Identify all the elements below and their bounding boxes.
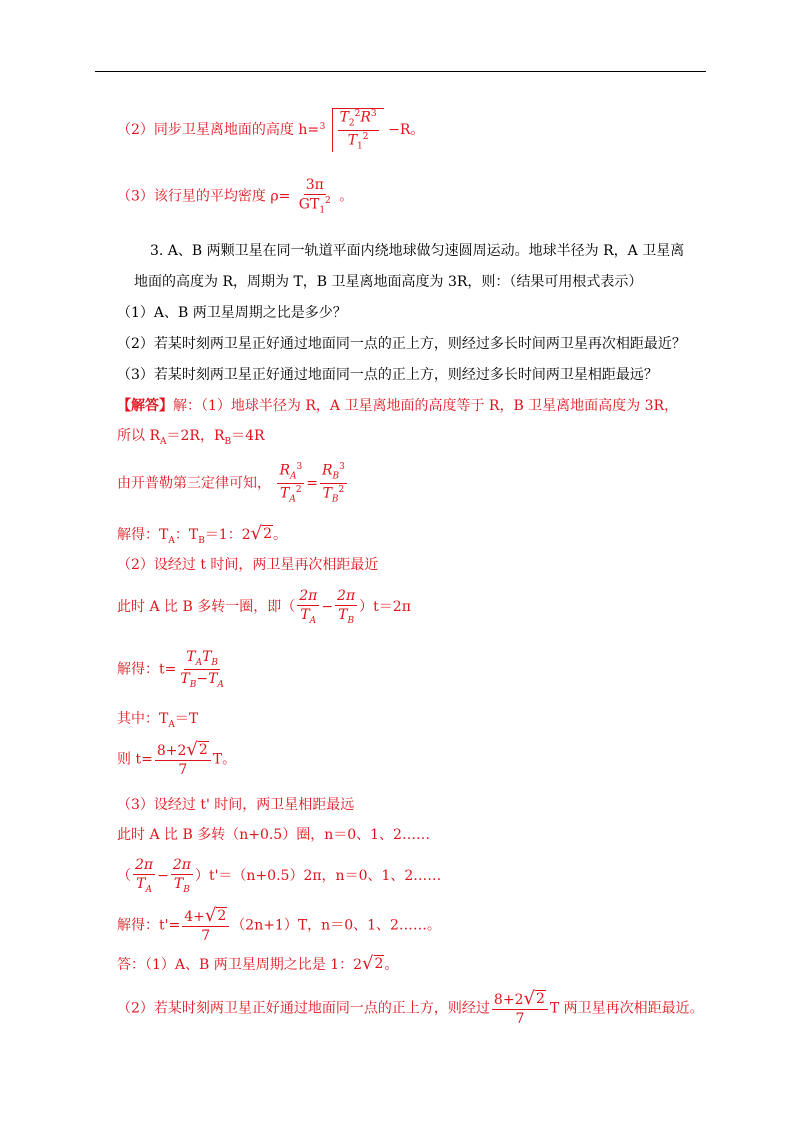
root-index: 3	[319, 122, 326, 132]
numerator	[277, 462, 304, 484]
text: 所以 R	[117, 428, 160, 444]
text: 其中：T	[117, 711, 169, 727]
denominator	[134, 875, 154, 895]
sup: 3	[339, 462, 345, 472]
var: T	[208, 671, 218, 688]
solution-line2	[117, 428, 265, 448]
numerator	[155, 741, 211, 761]
numerator	[182, 907, 229, 927]
label: （3）该行星的平均密度 ρ	[117, 188, 279, 205]
fraction-tatb-over-diff	[178, 649, 226, 690]
var: T	[338, 607, 348, 624]
text: 解得：t'	[117, 917, 169, 934]
sub: B	[189, 679, 197, 690]
sup: 2	[295, 484, 302, 495]
fraction-8-plus-2sqrt2-over-7	[155, 741, 211, 778]
numerator	[320, 462, 347, 484]
arg: 2	[217, 908, 227, 924]
radical: √	[362, 953, 374, 974]
text: 则 t	[117, 751, 142, 768]
answer-line2	[117, 990, 704, 1027]
denominator	[297, 195, 333, 216]
sub: 1	[357, 141, 363, 152]
sup: 2	[354, 109, 361, 119]
denominator	[178, 670, 226, 690]
sup: 2	[325, 196, 331, 207]
var: R	[279, 462, 290, 479]
sub: A	[168, 535, 175, 546]
suffix: R。	[399, 121, 425, 138]
question-3-line1: 3. A、B 两颗卫星在同一轨道平面内绕地球做匀速圆周运动。地球半径为 R，A 卫星离	[150, 243, 685, 259]
text: T。	[212, 751, 237, 768]
root-body	[333, 108, 384, 152]
denominator	[278, 484, 304, 505]
arg: 2	[198, 742, 208, 758]
text: ＝2R，R	[166, 428, 225, 444]
coef: 2	[514, 992, 524, 1008]
part-3-head: （3）设经过 t' 时间，两卫星相距最远	[117, 797, 355, 813]
part-2-then-line	[117, 741, 236, 778]
text: （	[117, 868, 131, 885]
answer-height-label: （2）同步卫星离地面的高度 h	[117, 121, 308, 138]
var: T	[300, 607, 310, 624]
radical: √	[523, 988, 535, 1009]
fraction-ra3-ta2	[277, 462, 304, 505]
text: 。	[384, 957, 399, 973]
part-3-more: 此时 A 比 B 多转（n+0.5）圈，n＝0、1、2……	[117, 827, 430, 843]
var: R	[321, 462, 333, 479]
numerator	[184, 649, 220, 670]
radical: √	[186, 739, 198, 760]
equals: =	[141, 751, 153, 768]
sup: 2	[338, 484, 345, 495]
sub: 2	[348, 118, 355, 129]
numerator: 2π	[335, 588, 357, 606]
plus: +	[193, 909, 205, 925]
var: T	[339, 109, 349, 126]
sub: A	[309, 615, 317, 626]
sqrt	[523, 990, 545, 1008]
sub: B	[211, 657, 219, 668]
gt: GT	[298, 196, 320, 213]
var: T	[280, 485, 290, 502]
text: ）t＝2π	[359, 599, 411, 616]
sub: A	[160, 436, 167, 447]
sub: B	[332, 471, 340, 482]
var: T	[347, 132, 358, 149]
denominator	[346, 131, 371, 152]
var: T	[136, 876, 146, 893]
result-1-line	[117, 525, 287, 547]
denominator	[336, 606, 356, 626]
part-2-result-line	[117, 649, 228, 690]
text: ＝T	[174, 711, 199, 727]
arg: 2	[374, 956, 384, 972]
sup: 2	[362, 131, 369, 142]
num: 8	[156, 743, 166, 759]
fraction-3pi-over-gt1	[297, 177, 333, 216]
text: 由开普勒第三定律可知，	[117, 475, 271, 492]
denominator	[298, 606, 318, 626]
fraction-4-plus-sqrt2-over-7	[182, 907, 229, 944]
radical: √	[204, 905, 217, 926]
sub: A	[289, 494, 296, 505]
sqrt	[186, 741, 208, 759]
equals: =	[307, 121, 320, 138]
part-3-eq-line	[117, 857, 441, 895]
sub: B	[347, 615, 355, 626]
denominator	[321, 484, 347, 505]
answer-height-line	[117, 108, 424, 152]
text: ＝4R	[231, 428, 265, 444]
arg: 2	[535, 991, 545, 1007]
text: （2）若某时刻两卫星正好通过地面同一点的正上方，则经过	[117, 1000, 490, 1017]
coef: 2	[177, 743, 187, 759]
num: 4	[184, 909, 194, 925]
question-3-sub1: （1）A、B 两卫星周期之比是多少？	[117, 305, 347, 321]
text: T 两卫星再次相距最近。	[549, 1000, 704, 1017]
sup: 3	[296, 462, 303, 472]
sub: B	[183, 884, 190, 895]
sup: 3	[370, 109, 377, 119]
minus: −	[388, 121, 400, 138]
var: T	[180, 671, 190, 688]
equals: =	[168, 917, 181, 934]
question-3-sub3: （3）若某时刻两卫星正好通过地面同一点的正上方，则经过多长时间两卫星相距最远？	[117, 367, 658, 383]
header-rule	[95, 71, 706, 72]
text: ＝1：2	[204, 527, 251, 543]
sub: A	[145, 884, 152, 895]
sqrt-2	[251, 525, 273, 543]
text: ：T	[174, 527, 199, 543]
fraction-2pi-tb	[171, 857, 193, 895]
text: 解得：t	[117, 661, 165, 678]
cube-root	[319, 108, 384, 152]
minus: −	[321, 599, 334, 616]
text: 。	[273, 527, 288, 543]
sub: A	[290, 471, 297, 482]
sub: A	[217, 679, 224, 690]
fraction-rb3-tb2	[320, 462, 347, 505]
answer-line1	[117, 955, 398, 974]
var: T	[202, 649, 212, 665]
fraction-2pi-tb	[335, 588, 357, 626]
denominator: 7	[201, 928, 211, 945]
fraction-2pi-ta	[297, 588, 319, 626]
part-2-where	[117, 711, 198, 731]
text: 答：（1）A、B 两卫星周期之比是 1：2	[117, 957, 363, 973]
part-3-result-line	[117, 907, 441, 944]
sub: 1	[319, 205, 326, 216]
text: 解：（1）地球半径为 R，A 卫星离地面的高度等于 R，B 卫星离地面高度为 3R，	[173, 398, 679, 414]
var: T	[173, 876, 184, 893]
question-3-line2: 地面的高度为 R，周期为 T，B 卫星离地面高度为 3R，则：（结果可用根式表示）	[134, 274, 643, 290]
numerator	[492, 990, 548, 1010]
sqrt	[362, 955, 384, 973]
kepler-line	[117, 462, 349, 505]
solution-tag: 【解答】	[117, 398, 173, 414]
var: R	[360, 109, 371, 126]
sub: B	[198, 535, 205, 546]
text: 此时 A 比 B 多转一圈，即（	[117, 599, 296, 616]
fraction-8-plus-2sqrt2-over-7	[492, 990, 548, 1027]
text: （2n+1）T，n＝0、1、2……。	[231, 917, 441, 934]
denominator: 7	[178, 762, 188, 779]
part-2-head: （2）设经过 t 时间，两卫星再次相距最近	[117, 557, 379, 573]
fraction-2pi-ta	[133, 857, 155, 895]
sub: A	[168, 719, 175, 730]
minus: −	[196, 671, 209, 688]
solution-line1	[117, 398, 678, 415]
equals: =	[278, 188, 291, 205]
text: ）t'＝（n+0.5）2π，n＝0、1、2……	[194, 868, 442, 885]
numerator: 2π	[171, 857, 193, 875]
numerator: 2π	[297, 588, 319, 606]
var: T	[322, 485, 332, 502]
denominator	[172, 875, 192, 895]
numerator: 3π	[304, 177, 326, 195]
plus: +	[165, 743, 178, 759]
equals: =	[164, 661, 177, 678]
radical: √	[250, 523, 263, 544]
text: 解得：T	[117, 527, 169, 543]
suffix: 。	[339, 188, 354, 205]
question-3-sub2: （2）若某时刻两卫星正好通过地面同一点的正上方，则经过多长时间两卫星再次相距最近？	[117, 336, 686, 352]
num: 8	[493, 992, 503, 1008]
minus: −	[157, 868, 169, 885]
sqrt	[205, 907, 227, 925]
equals: =	[306, 475, 318, 492]
var: T	[186, 649, 196, 665]
plus: +	[502, 992, 515, 1008]
sub: B	[224, 436, 232, 447]
sub: B	[331, 494, 339, 505]
answer-density-line	[117, 177, 353, 216]
denominator: 7	[515, 1011, 525, 1028]
part-2-more-line	[117, 588, 411, 626]
sub: A	[195, 657, 203, 668]
arg: 2	[263, 526, 273, 542]
fraction-t2r3-over-t1	[338, 109, 379, 152]
numerator: 2π	[133, 857, 155, 875]
numerator	[338, 109, 379, 131]
